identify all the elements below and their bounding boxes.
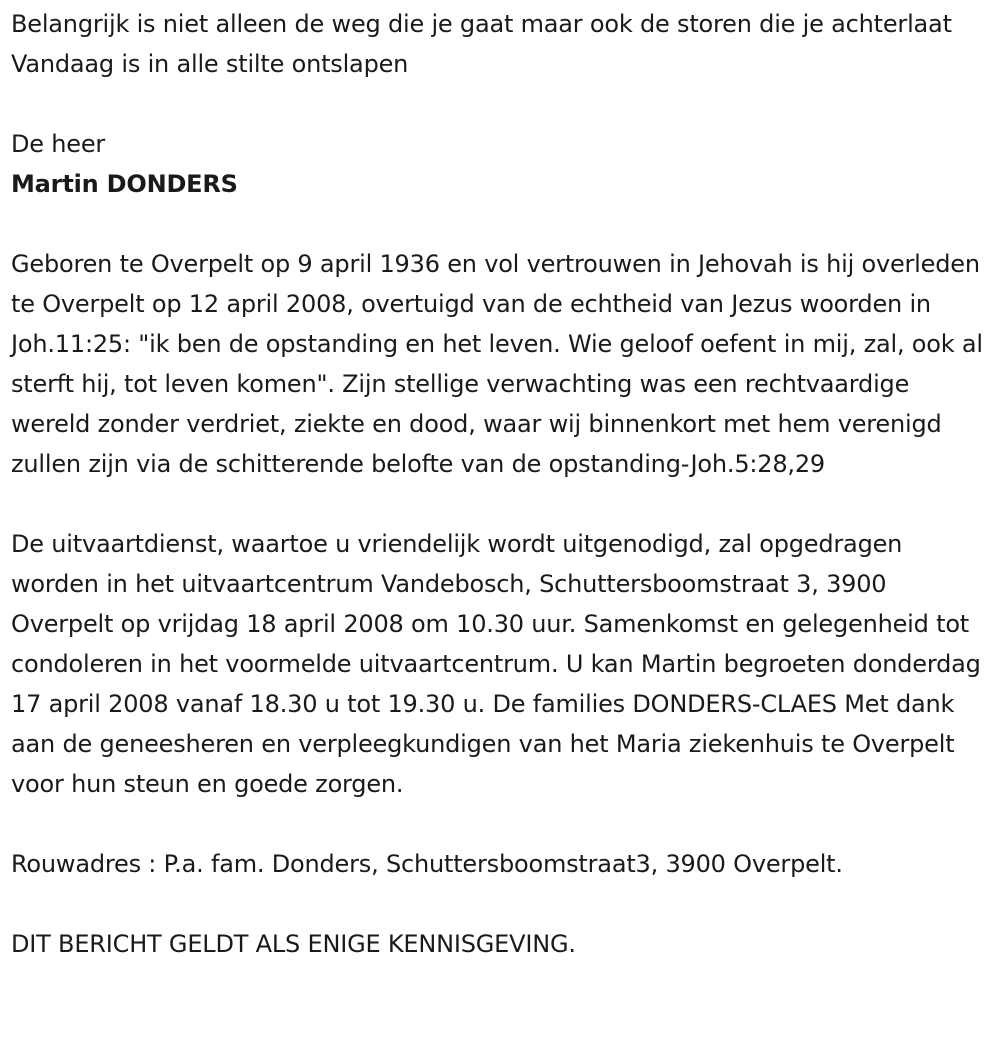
spacer	[11, 84, 990, 124]
deceased-name: Martin DONDERS	[11, 170, 238, 198]
closing-statement: DIT BERICHT GELDT ALS ENIGE KENNISGEVING.	[11, 930, 576, 958]
biography-paragraph: Geboren te Overpelt op 9 april 1936 en vol vertrouwen in Jehovah is hij overleden te Overpelt op 12 april 2008, overtuigd van de echtheid van Jezus woorden in Joh.11:25: "ik ben de opstanding en het leven. Wie geloof oefent in mij, zal, ook al sterft hij, tot leven komen". Zijn stellige verwachting was een rechtvaardige wereld zonder verdriet, ziekte en dood, waar wij binnenkort met hem verenigd zullen zijn via de schitterende belofte van de opstanding-Joh.5:28,29	[11, 250, 983, 478]
opening-quote: Belangrijk is niet alleen de weg die je gaat maar ook de storen die je achterlaat Vandaag is in alle stilte ontslapen	[11, 10, 952, 78]
funeral-info-paragraph: De uitvaartdienst, waartoe u vriendelijk wordt uitgenodigd, zal opgedragen worden in het uitvaartcentrum Vandebosch, Schuttersboomstraat 3, 3900 Overpelt op vrijdag 18 april 2008 om 10.30 uur. Samenkomst en gelegenheid tot condoleren in het voormelde uitvaartcentrum. U kan Martin begroeten donderdag 17 april 2008 vanaf 18.30 u tot 19.30 u. De families DONDERS-CLAES Met dank aan de geneesheren en verpleegkundigen van het Maria ziekenhuis te Overpelt voor hun steun en goede zorgen.	[11, 530, 981, 798]
spacer	[11, 204, 990, 244]
mourning-address: Rouwadres : P.a. fam. Donders, Schuttersboomstraat3, 3900 Overpelt.	[11, 850, 843, 878]
spacer	[11, 804, 990, 844]
spacer	[11, 484, 990, 524]
salutation: De heer	[11, 130, 106, 158]
spacer	[11, 884, 990, 924]
